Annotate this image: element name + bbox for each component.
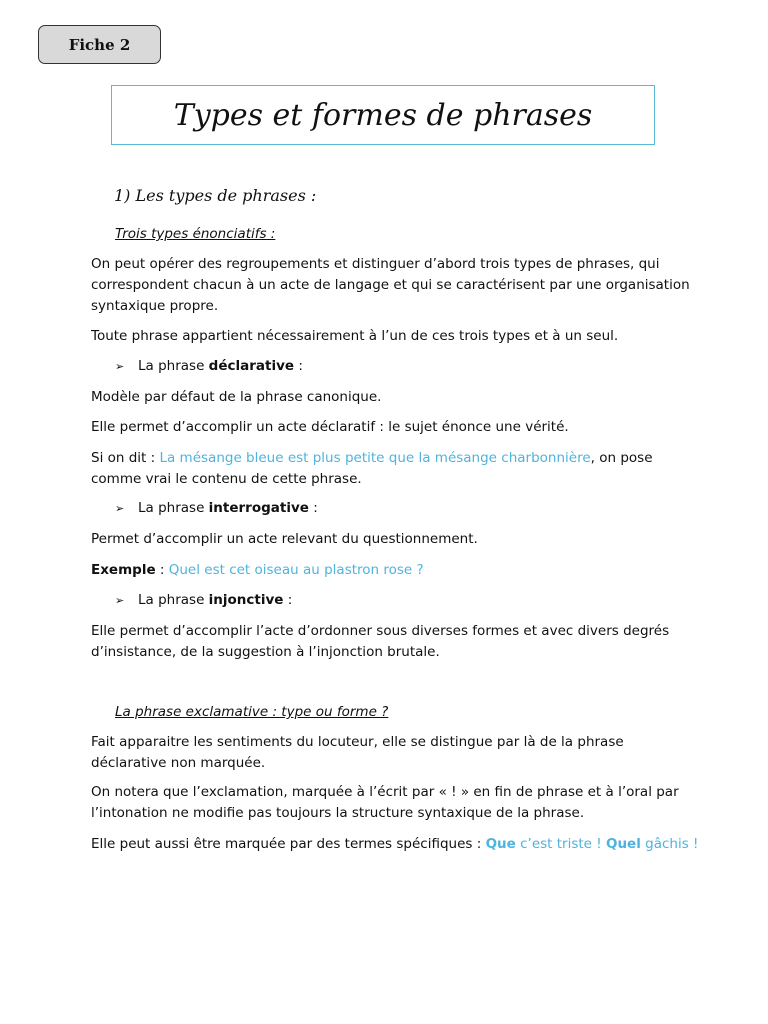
example-sentence: La mésange bleue est plus petite que la mésange charbonnière — [159, 450, 591, 466]
example-prefix: Si on dit : — [91, 450, 160, 466]
bullet-injonctive — [115, 592, 292, 608]
declarative-line1: Modèle par défaut de la phrase canonique. — [91, 389, 382, 405]
fiche-label: Fiche 2 — [68, 35, 131, 54]
intro-paragraph — [91, 254, 690, 317]
bullet-keyword: interrogative — [208, 500, 309, 516]
interrogative-line1: Permet d’accomplir un acte relevant du questionnement. — [91, 531, 478, 547]
section-title: Les types de phrases : — [135, 186, 317, 205]
bullet-prefix: La phrase — [138, 592, 209, 608]
exclamative-line: On notera que l’exclamation, marquée à l’écrit par « ! » en fin de phrase et à l’oral par — [91, 784, 679, 800]
bullet-interrogative — [115, 500, 318, 516]
unique-type-paragraph: Toute phrase appartient nécessairement à l’un de ces trois types et à un seul. — [91, 328, 619, 344]
bullet-prefix: La phrase — [138, 358, 209, 374]
bullet-keyword: déclarative — [208, 358, 295, 374]
bullet-suffix: : — [294, 358, 303, 374]
example-sep: : — [155, 562, 169, 578]
exclamative-paragraph-3 — [91, 834, 698, 855]
arrow-bullet-icon: ➢ — [115, 360, 125, 373]
injonctive-line: Elle permet d’accomplir l’acte d’ordonner sous diverses formes et avec divers degrés — [91, 623, 670, 639]
section-number: 1) — [114, 186, 131, 205]
example-end: gâchis ! — [640, 836, 699, 852]
exclamative-prefix: Elle peut aussi être marquée par des termes spécifiques : — [91, 836, 486, 852]
bullet-suffix: : — [308, 500, 318, 516]
interrogative-example — [91, 560, 424, 581]
arrow-bullet-icon: ➢ — [115, 594, 125, 607]
example-sentence: Quel est cet oiseau au plastron rose ? — [168, 562, 424, 578]
exclamative-paragraph-2 — [91, 782, 679, 824]
bullet-declarative — [115, 358, 303, 374]
example-line2: comme vrai le contenu de cette phrase. — [91, 471, 362, 487]
page-title: Types et formes de phrases — [173, 97, 593, 133]
exclamative-paragraph-1 — [91, 732, 624, 774]
declarative-line2: Elle permet d’accomplir un acte déclaratif : le sujet énonce une vérité. — [91, 419, 569, 435]
bullet-prefix: La phrase — [138, 500, 209, 516]
intro-line: syntaxique propre. — [91, 298, 219, 314]
exclamative-line: déclarative non marquée. — [91, 755, 266, 771]
example-mid: c’est triste ! — [515, 836, 606, 852]
title-box — [111, 85, 655, 145]
injonctive-line: d’insistance, de la suggestion à l’injonction brutale. — [91, 644, 440, 660]
subheading-exclamative: La phrase exclamative : type ou forme ? — [115, 704, 389, 720]
intro-line: correspondent chacun à un acte de langage et qui se caractérisent par une organisation — [91, 277, 690, 293]
exclamative-line: Fait apparaitre les sentiments du locuteur, elle se distingue par là de la phrase — [91, 734, 624, 750]
exclamative-line: l’intonation ne modifie pas toujours la structure syntaxique de la phrase. — [91, 805, 585, 821]
bullet-suffix: : — [283, 592, 293, 608]
declarative-example — [91, 448, 653, 490]
section-heading — [114, 186, 316, 205]
bullet-keyword: injonctive — [208, 592, 284, 608]
example-label: Exemple — [91, 562, 156, 578]
fiche-badge — [38, 25, 161, 64]
subheading-types: Trois types énonciatifs : — [115, 226, 276, 242]
keyword-que: Que — [485, 836, 516, 852]
injonctive-paragraph — [91, 621, 669, 663]
arrow-bullet-icon: ➢ — [115, 502, 125, 515]
example-suffix: , on pose — [590, 450, 653, 466]
keyword-quel: Quel — [605, 836, 641, 852]
intro-line: On peut opérer des regroupements et distinguer d’abord trois types de phrases, qui — [91, 256, 660, 272]
